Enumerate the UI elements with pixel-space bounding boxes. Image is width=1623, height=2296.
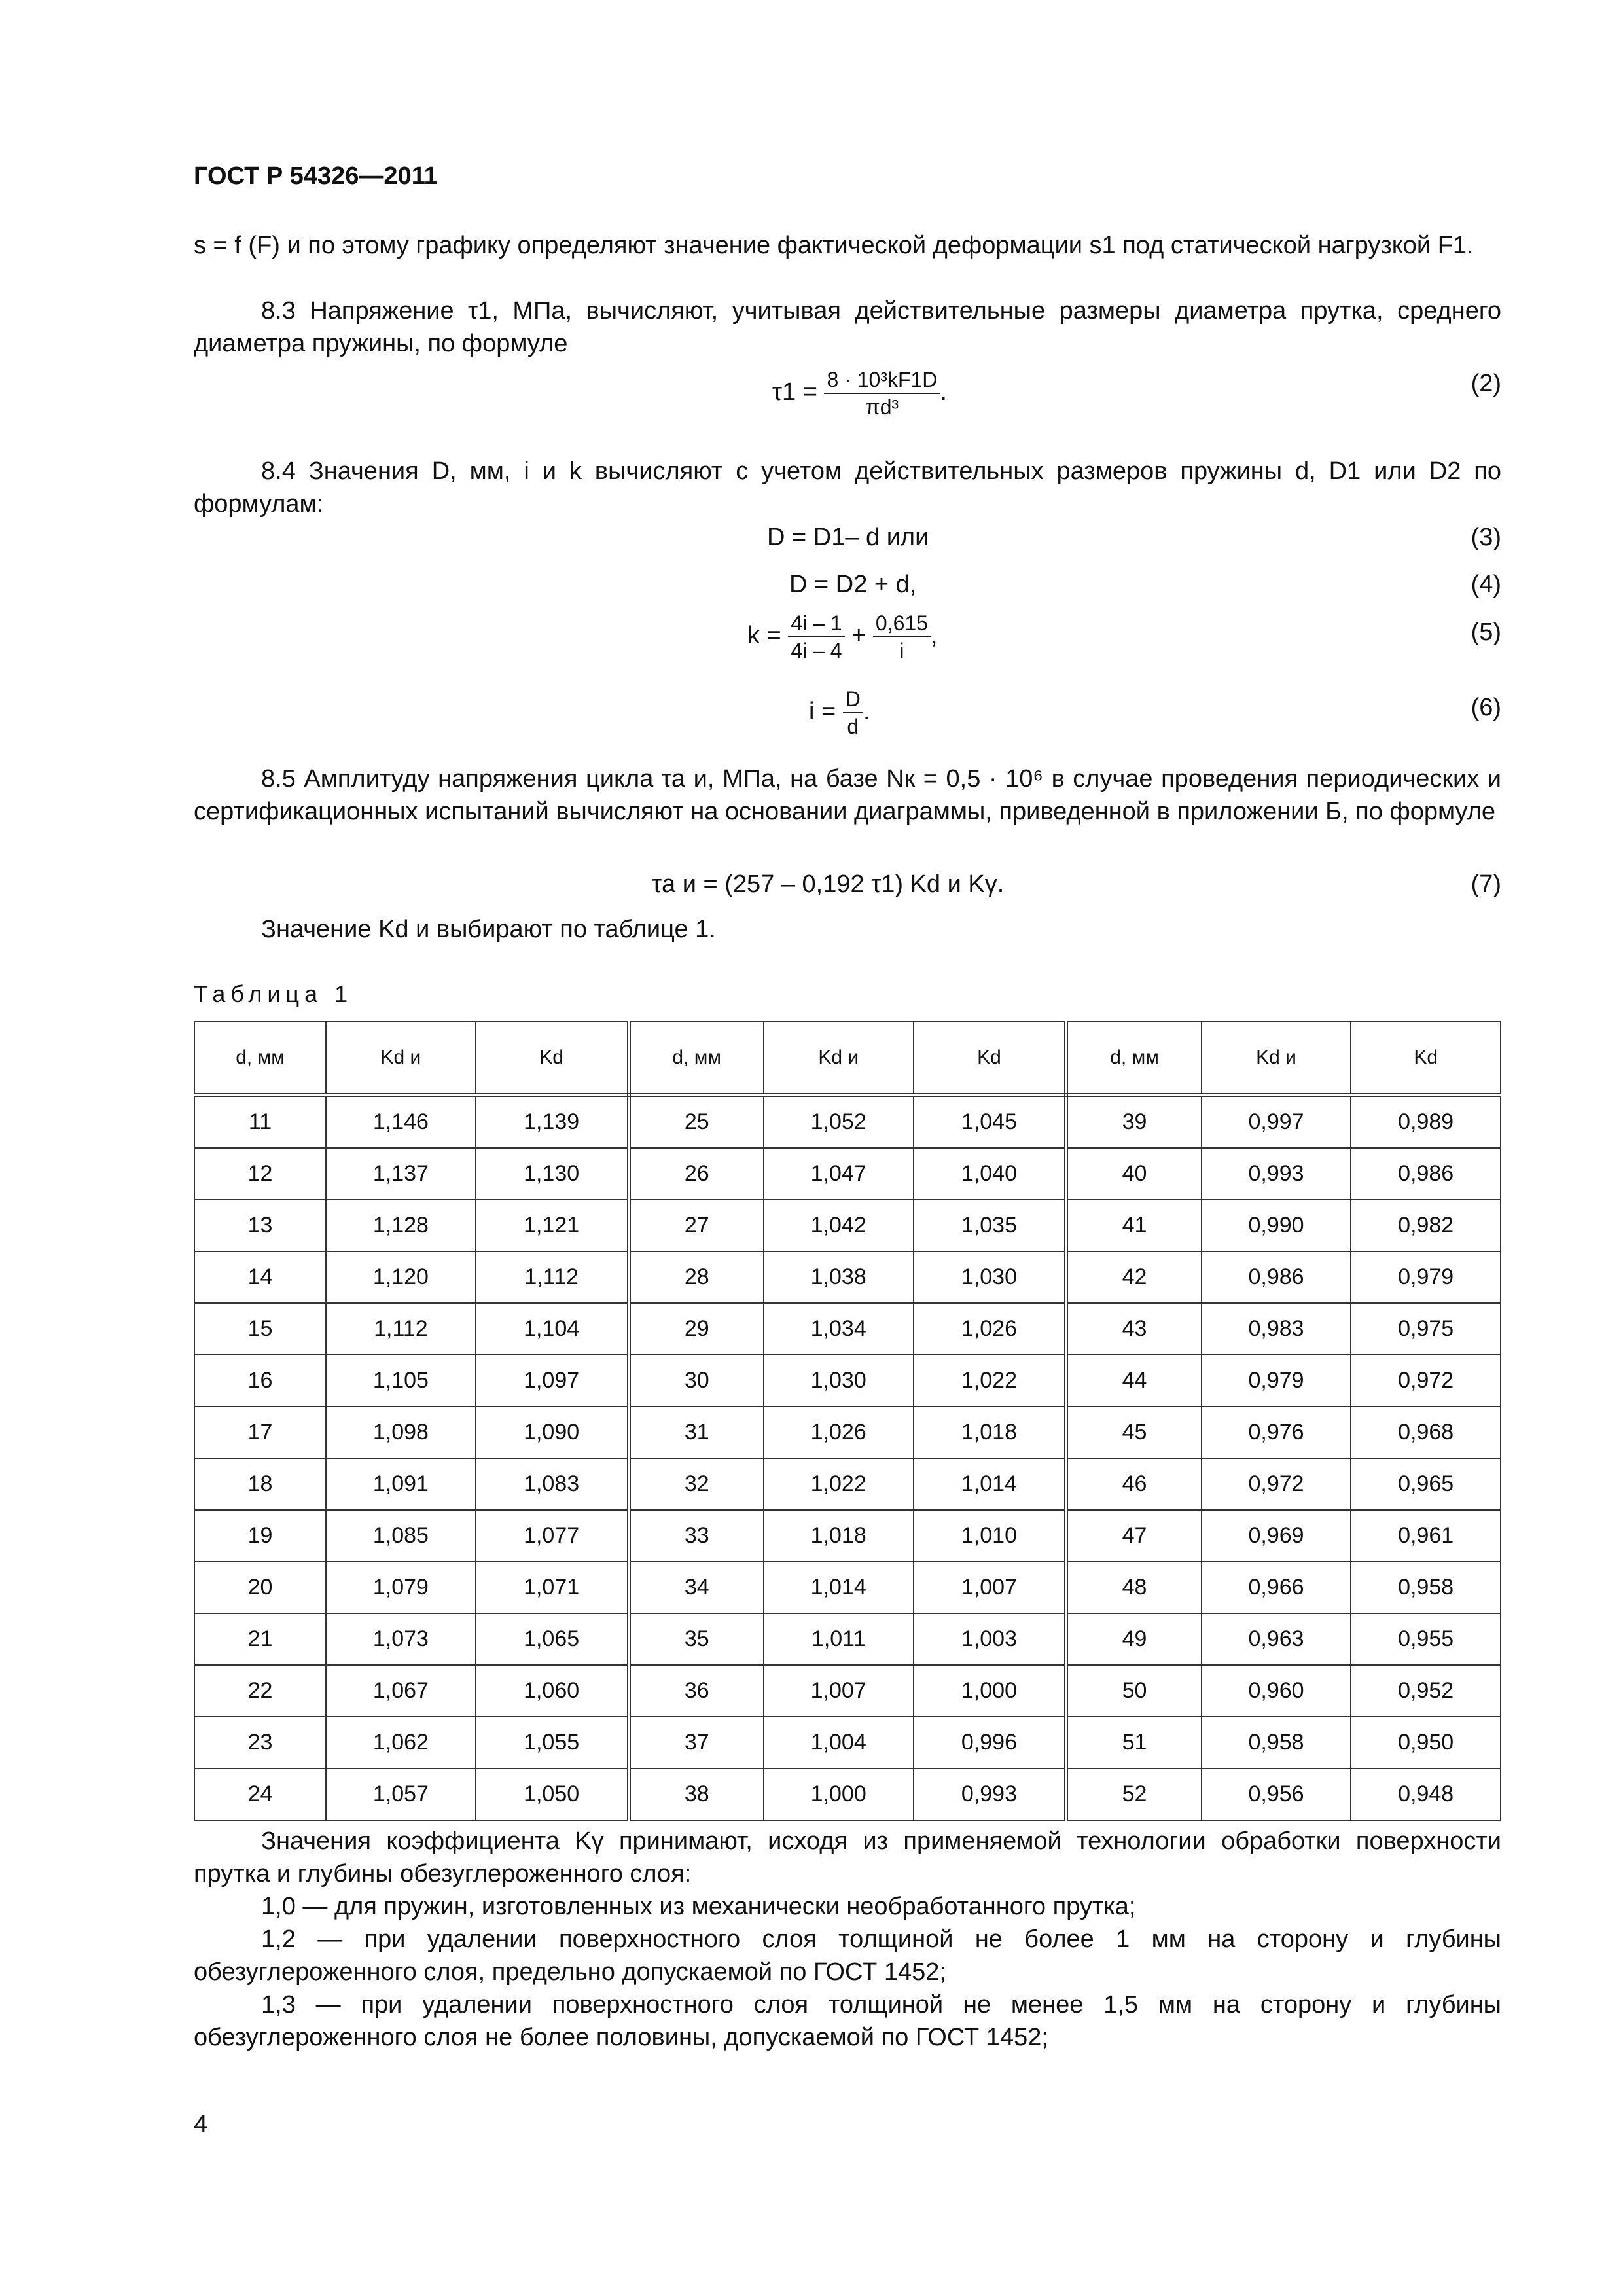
- table-cell: 1,098: [326, 1407, 476, 1458]
- equation-5-fraction-2-denominator: i: [899, 639, 904, 662]
- equation-2: τ1 = $\frac{\text{8 · 10³kF1D}}{\text{πd³}}$ .: [772, 368, 947, 419]
- table-row: [194, 1613, 1501, 1665]
- table-row: [194, 1095, 1501, 1148]
- equation-2-fraction: [824, 367, 940, 420]
- equation-5-plus: +: [851, 622, 866, 650]
- table-cell: 0,969: [1202, 1510, 1351, 1562]
- table-cell: 1,052: [764, 1095, 914, 1148]
- equation-5: k = $\frac{4i - 1}{4i - 4}$ + $\frac{0,615}{i}$ ,: [747, 611, 938, 662]
- equation-2-lhs: τ1 =: [772, 378, 817, 406]
- col-header-kdi-2: Kd и: [764, 1022, 914, 1095]
- table-cell: 1,030: [914, 1251, 1067, 1303]
- table-cell: 0,989: [1351, 1095, 1501, 1148]
- table-cell: 1,067: [326, 1665, 476, 1717]
- table-cell: 1,062: [326, 1717, 476, 1768]
- table-cell: 23: [194, 1717, 326, 1768]
- col-header-kdi-1: Kd и: [326, 1022, 476, 1095]
- table-cell: 1,000: [764, 1768, 914, 1820]
- table-cell: 40: [1066, 1148, 1201, 1200]
- table-cell: 0,972: [1202, 1458, 1351, 1510]
- equation-5-fraction-1-numerator: 4i – 1: [788, 610, 844, 637]
- paragraph-8-3: 8.3 Напряжение τ1, МПа, вычисляют, учитывая действительные размеры диаметра прутка, среднего диаметра пружины, по формуле: [194, 297, 1501, 357]
- table-cell: 1,047: [764, 1148, 914, 1200]
- table-cell: 30: [629, 1355, 764, 1407]
- table-cell: 49: [1066, 1613, 1201, 1665]
- table-cell: 1,026: [914, 1303, 1067, 1355]
- equation-5-fraction-2: [873, 610, 931, 664]
- table-row: [194, 1665, 1501, 1717]
- table-row: [194, 1200, 1501, 1251]
- table-cell: 1,104: [476, 1303, 629, 1355]
- table-cell: 1,083: [476, 1458, 629, 1510]
- table-cell: 52: [1066, 1768, 1201, 1820]
- table-cell: 0,983: [1202, 1303, 1351, 1355]
- table-cell: 1,057: [326, 1768, 476, 1820]
- table-cell: 1,007: [914, 1562, 1067, 1613]
- table-cell: 1,018: [764, 1510, 914, 1562]
- table-cell: 36: [629, 1665, 764, 1717]
- table-cell: 0,963: [1202, 1613, 1351, 1665]
- table-cell: 1,128: [326, 1200, 476, 1251]
- table-cell: 1,130: [476, 1148, 629, 1200]
- table-cell: 1,004: [764, 1717, 914, 1768]
- table-cell: 18: [194, 1458, 326, 1510]
- col-header-d-2: d, мм: [629, 1022, 764, 1095]
- table-cell: 1,073: [326, 1613, 476, 1665]
- equation-4: D = D2 + d,: [789, 571, 917, 598]
- table-cell: 51: [1066, 1717, 1201, 1768]
- table-caption: Таблица 1: [194, 980, 353, 1007]
- table-cell: 34: [629, 1562, 764, 1613]
- table-cell: 1,010: [914, 1510, 1067, 1562]
- table-row: [194, 1562, 1501, 1613]
- table-cell: 12: [194, 1148, 326, 1200]
- table-cell: 1,112: [476, 1251, 629, 1303]
- table-cell: 33: [629, 1510, 764, 1562]
- table-cell: 24: [194, 1768, 326, 1820]
- table-cell: 1,034: [764, 1303, 914, 1355]
- equation-5-fraction-1-denominator: 4i – 4: [791, 639, 842, 662]
- table-cell: 1,014: [914, 1458, 1067, 1510]
- table-cell: 32: [629, 1458, 764, 1510]
- table-cell: 0,979: [1351, 1251, 1501, 1303]
- table-cell: 0,956: [1202, 1768, 1351, 1820]
- table-cell: 31: [629, 1407, 764, 1458]
- paragraph-s1: s = f (F) и по этому графику определяют значение фактической деформации s1 под статической нагрузкой F1.: [194, 232, 1474, 259]
- equation-5-fraction-1: [788, 610, 844, 664]
- table-cell: 1,085: [326, 1510, 476, 1562]
- table-cell: 1,137: [326, 1148, 476, 1200]
- table-cell: 0,993: [914, 1768, 1067, 1820]
- table-cell: 0,986: [1351, 1148, 1501, 1200]
- table-cell: 0,972: [1351, 1355, 1501, 1407]
- table-cell: 0,990: [1202, 1200, 1351, 1251]
- equation-5-fraction-2-numerator: 0,615: [873, 610, 931, 637]
- equation-6-fraction: [843, 686, 863, 740]
- equation-6: i = $\frac{D}{d}$ .: [809, 687, 870, 738]
- table-cell: 38: [629, 1768, 764, 1820]
- table-1: [194, 1021, 1501, 1821]
- table-cell: 1,071: [476, 1562, 629, 1613]
- table-cell: 1,038: [764, 1251, 914, 1303]
- table-cell: 28: [629, 1251, 764, 1303]
- equation-7-number: (7): [1471, 870, 1501, 898]
- table-cell: 27: [629, 1200, 764, 1251]
- table-cell: 20: [194, 1562, 326, 1613]
- table-cell: 1,097: [476, 1355, 629, 1407]
- col-header-kd-3: Kd: [1351, 1022, 1501, 1095]
- list-item-2: 1,2 — при удалении поверхностного слоя толщиной не более 1 мм на сторону и глубины обезуглероженного слоя, предельно допускаемой по ГОСТ 1452;: [194, 1926, 1501, 1986]
- equation-6-numerator: D: [843, 686, 863, 713]
- table-row: [194, 1407, 1501, 1458]
- table-cell: 25: [629, 1095, 764, 1148]
- table-cell: 1,079: [326, 1562, 476, 1613]
- table-cell: 1,146: [326, 1095, 476, 1148]
- table-cell: 1,060: [476, 1665, 629, 1717]
- table-cell: 1,045: [914, 1095, 1067, 1148]
- table-cell: 0,955: [1351, 1613, 1501, 1665]
- table-cell: 1,090: [476, 1407, 629, 1458]
- table-cell: 1,077: [476, 1510, 629, 1562]
- table-row: [194, 1355, 1501, 1407]
- table-cell: 0,993: [1202, 1148, 1351, 1200]
- page-number: 4: [194, 2111, 208, 2138]
- list-item-1: 1,0 — для пружин, изготовленных из механически необработанного прутка;: [261, 1893, 1136, 1920]
- table-cell: 45: [1066, 1407, 1201, 1458]
- table-cell: 1,055: [476, 1717, 629, 1768]
- table-body: [194, 1095, 1501, 1820]
- table-cell: 1,003: [914, 1613, 1067, 1665]
- table-row: [194, 1251, 1501, 1303]
- table-cell: 1,007: [764, 1665, 914, 1717]
- col-header-kd-1: Kd: [476, 1022, 629, 1095]
- table-cell: 1,042: [764, 1200, 914, 1251]
- table-cell: 41: [1066, 1200, 1201, 1251]
- table-cell: 1,112: [326, 1303, 476, 1355]
- table-cell: 0,961: [1351, 1510, 1501, 1562]
- equation-5-number: (5): [1471, 619, 1501, 646]
- table-cell: 43: [1066, 1303, 1201, 1355]
- equation-2-number: (2): [1471, 370, 1501, 397]
- table-cell: 0,950: [1351, 1717, 1501, 1768]
- table-cell: 0,982: [1351, 1200, 1501, 1251]
- col-header-d-1: d, мм: [194, 1022, 326, 1095]
- table-cell: 0,965: [1351, 1458, 1501, 1510]
- table-cell: 39: [1066, 1095, 1201, 1148]
- table-cell: 0,986: [1202, 1251, 1351, 1303]
- table-row: [194, 1768, 1501, 1820]
- table-cell: 1,030: [764, 1355, 914, 1407]
- table-row: [194, 1458, 1501, 1510]
- table-cell: 15: [194, 1303, 326, 1355]
- table-cell: 13: [194, 1200, 326, 1251]
- table-cell: 1,121: [476, 1200, 629, 1251]
- col-header-kdi-3: Kd и: [1202, 1022, 1351, 1095]
- equation-6-number: (6): [1471, 694, 1501, 721]
- table-cell: 1,040: [914, 1148, 1067, 1200]
- table-row: [194, 1510, 1501, 1562]
- table-cell: 0,975: [1351, 1303, 1501, 1355]
- table-cell: 21: [194, 1613, 326, 1665]
- table-cell: 17: [194, 1407, 326, 1458]
- table-cell: 1,050: [476, 1768, 629, 1820]
- table-cell: 0,958: [1351, 1562, 1501, 1613]
- table-cell: 47: [1066, 1510, 1201, 1562]
- equation-6-denominator: d: [847, 715, 859, 738]
- table-cell: 37: [629, 1717, 764, 1768]
- table-cell: 35: [629, 1613, 764, 1665]
- table-cell: 1,022: [764, 1458, 914, 1510]
- table-cell: 42: [1066, 1251, 1201, 1303]
- table-cell: 0,997: [1202, 1095, 1351, 1148]
- kgamma-intro: Значения коэффициента Kγ принимают, исходя из применяемой технологии обработки поверхности прутка и глубины обезуглероженного слоя:: [194, 1827, 1501, 1888]
- table-cell: 0,996: [914, 1717, 1067, 1768]
- table-cell: 22: [194, 1665, 326, 1717]
- table-cell: 1,065: [476, 1613, 629, 1665]
- table-cell: 1,026: [764, 1407, 914, 1458]
- table-cell: 0,960: [1202, 1665, 1351, 1717]
- equation-2-denominator: πd³: [865, 395, 899, 419]
- equation-2-numerator: 8 · 10³kF1D: [824, 367, 940, 394]
- table-row: [194, 1148, 1501, 1200]
- table-cell: 14: [194, 1251, 326, 1303]
- table-cell: 1,018: [914, 1407, 1067, 1458]
- table-cell: 0,952: [1351, 1665, 1501, 1717]
- table-cell: 11: [194, 1095, 326, 1148]
- equation-3: D = D1– d или: [767, 524, 929, 551]
- table-cell: 1,120: [326, 1251, 476, 1303]
- table-cell: 19: [194, 1510, 326, 1562]
- table-cell: 0,966: [1202, 1562, 1351, 1613]
- col-header-kd-2: Kd: [914, 1022, 1067, 1095]
- document-header: ГОСТ Р 54326—2011: [194, 162, 438, 190]
- table-cell: 48: [1066, 1562, 1201, 1613]
- table-cell: 1,022: [914, 1355, 1067, 1407]
- col-header-d-3: d, мм: [1066, 1022, 1201, 1095]
- paragraph-8-5: 8.5 Амплитуду напряжения цикла τа и, МПа, на базе Nк = 0,5 · 10⁶ в случае проведения периодических и сертификационных испытаний вычисляют на основании диаграммы, приведенной в приложении Б, по формуле: [194, 765, 1501, 825]
- list-item-3: 1,3 — при удалении поверхностного слоя толщиной не менее 1,5 мм на сторону и глубины обезуглероженного слоя не более половины, допускаемой по ГОСТ 1452;: [194, 1991, 1501, 2051]
- paragraph-8-4: 8.4 Значения D, мм, i и k вычисляют с учетом действительных размеров пружины d, D1 или D2 по формулам:: [194, 457, 1501, 518]
- equation-5-lhs: k =: [747, 622, 781, 650]
- table-row: [194, 1303, 1501, 1355]
- table-cell: 1,091: [326, 1458, 476, 1510]
- table-header-row: [194, 1022, 1501, 1095]
- table-cell: 46: [1066, 1458, 1201, 1510]
- table-cell: 0,958: [1202, 1717, 1351, 1768]
- table-cell: 0,968: [1351, 1407, 1501, 1458]
- table-cell: 16: [194, 1355, 326, 1407]
- equation-4-number: (4): [1471, 571, 1501, 598]
- equation-7: τа и = (257 – 0,192 τ1) Kd и Kγ.: [652, 870, 1005, 898]
- table-cell: 50: [1066, 1665, 1201, 1717]
- table-cell: 1,035: [914, 1200, 1067, 1251]
- table-cell: 1,105: [326, 1355, 476, 1407]
- table-cell: 1,011: [764, 1613, 914, 1665]
- table-cell: 0,976: [1202, 1407, 1351, 1458]
- table-row: [194, 1717, 1501, 1768]
- table-cell: 1,014: [764, 1562, 914, 1613]
- kdi-note: Значение Kd и выбирают по таблице 1.: [261, 916, 716, 943]
- table-cell: 26: [629, 1148, 764, 1200]
- equation-6-lhs: i =: [809, 698, 836, 726]
- table-cell: 0,979: [1202, 1355, 1351, 1407]
- table-cell: 1,139: [476, 1095, 629, 1148]
- table-cell: 1,000: [914, 1665, 1067, 1717]
- table-cell: 29: [629, 1303, 764, 1355]
- equation-3-number: (3): [1471, 524, 1501, 551]
- table-cell: 44: [1066, 1355, 1201, 1407]
- table-cell: 0,948: [1351, 1768, 1501, 1820]
